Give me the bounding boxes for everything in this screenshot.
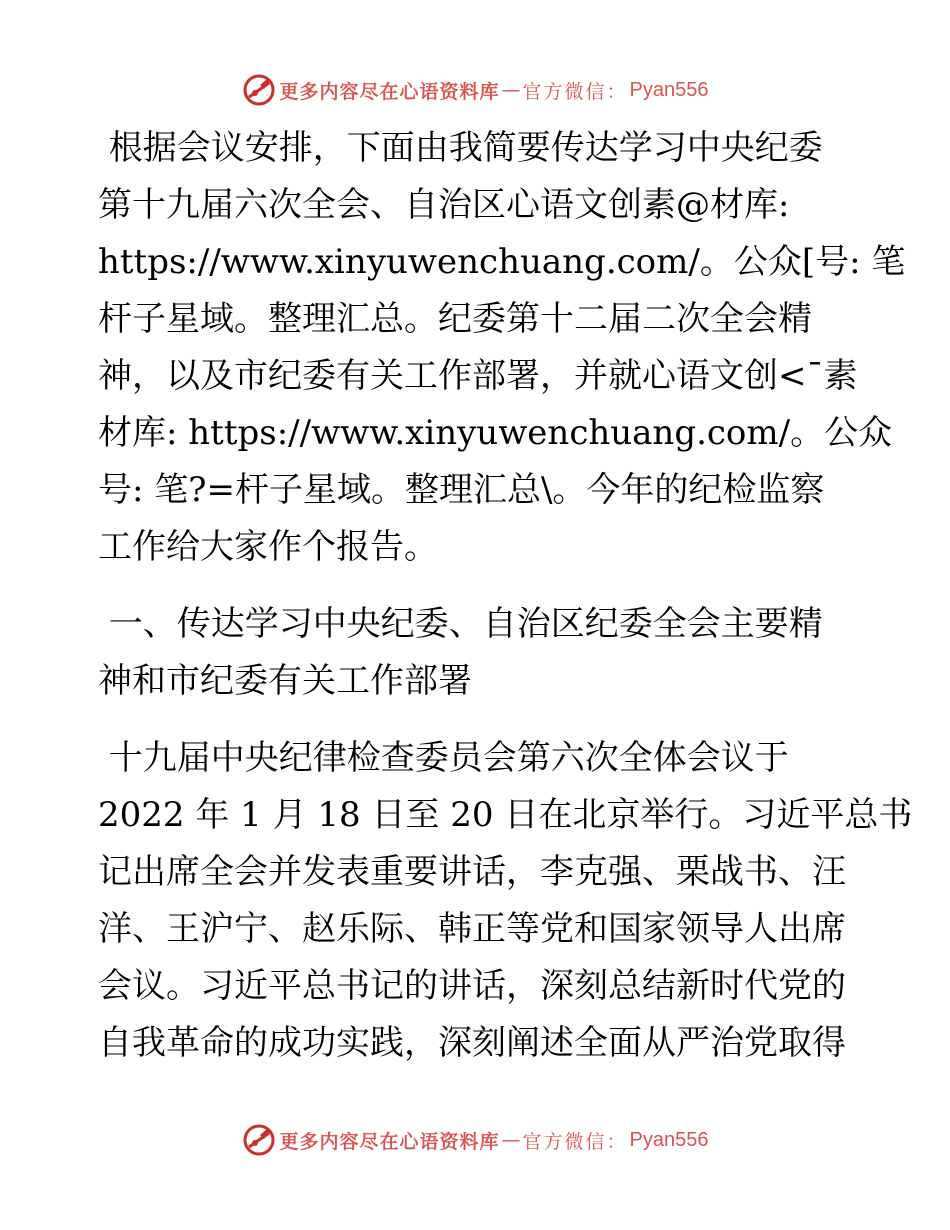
banner-wechat-id: Pyan556 [629, 78, 709, 101]
text-line: 神，以及市纪委有关工作部署，并就心语文创<¯素 [98, 356, 858, 396]
banner-brand-text: 更多内容尽在心语资料库 [279, 80, 500, 103]
text-line: 一、传达学习中央纪委、自治区纪委全会主要精 [98, 604, 823, 644]
text-line: 记出席全会并发表重要讲话，李克强、栗战书、汪 [98, 852, 846, 892]
text-line: 根据会议安排，下面由我简要传达学习中央纪委 [98, 128, 823, 168]
banner-official-label: 官方微信： [522, 1130, 628, 1153]
text-line: 材库: https://www.xinyuwenchuang.com/。公众 [98, 413, 893, 453]
header-banner [0, 70, 950, 110]
banner-dash: — [501, 1129, 521, 1151]
banner-official-label: 官方微信： [522, 80, 628, 103]
footer-banner [0, 1120, 950, 1160]
paragraph-intro [98, 120, 906, 576]
paragraph-plenary [98, 730, 913, 1072]
banner-brand-text: 更多内容尽在心语资料库 [279, 1130, 500, 1153]
text-line: 杆子星域。整理汇总。纪委第十二届二次全会精 [98, 299, 812, 339]
text-line: 工作给大家作个报告。 [98, 527, 438, 567]
text-line: 会议。习近平总书记的讲话，深刻总结新时代党的 [98, 966, 846, 1006]
text-line: 十九届中央纪律检查委员会第六次全体会议于 [98, 738, 789, 778]
text-line: https://www.xinyuwenchuang.com/。公众[号: 笔 [98, 242, 906, 282]
book-quill-icon [242, 73, 276, 107]
banner-dash: — [501, 79, 521, 101]
text-line: 第十九届六次全会、自治区心语文创素@材库: [98, 185, 790, 225]
text-line: 自我革命的成功实践，深刻阐述全面从严治党取得 [98, 1023, 846, 1063]
text-line: 号: 笔?=杆子星域。整理汇总\。今年的纪检监察 [98, 470, 825, 510]
text-line: 2022 年 1 月 18 日至 20 日在北京举行。习近平总书 [98, 795, 913, 835]
section-heading-1 [98, 596, 858, 710]
document-body [98, 120, 913, 1072]
text-line: 洋、王沪宁、赵乐际、韩正等党和国家领导人出席 [98, 909, 846, 949]
banner-wechat-id: Pyan556 [629, 1128, 709, 1151]
book-quill-icon [242, 1123, 276, 1157]
text-line: 神和市纪委有关工作部署 [98, 661, 472, 701]
